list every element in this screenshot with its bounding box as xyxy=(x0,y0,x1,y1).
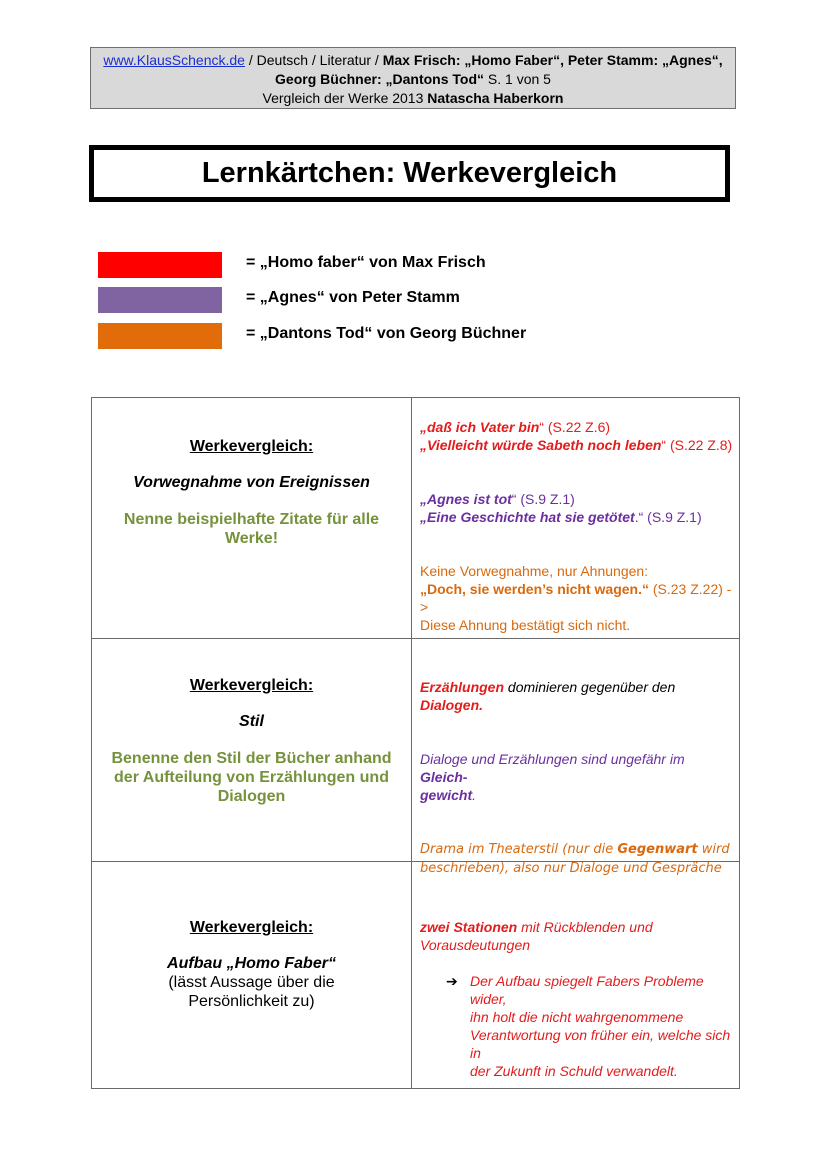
card-note-line: Persönlichkeit zu) xyxy=(188,993,315,1010)
card-task-line: Dialogen xyxy=(217,788,286,805)
card-3-question xyxy=(92,919,411,1011)
document-header xyxy=(90,47,736,109)
quote-ref: .“ (S.9 Z.1) xyxy=(634,509,702,525)
quote-ref: “ (S.9 Z.1) xyxy=(511,491,575,507)
conclusion-line: der Zukunft in Schuld verwandelt. xyxy=(470,1063,678,1079)
quote-text: „Agnes ist tot xyxy=(420,491,512,507)
answer-conclusion xyxy=(420,972,735,1080)
style-text: dominieren gegenüber den xyxy=(504,679,676,695)
answer-structure xyxy=(420,918,735,936)
quote-ref: “ (S.22 Z.8) xyxy=(661,437,733,453)
style-text: . xyxy=(472,787,477,803)
answer-agnes-style xyxy=(420,750,735,804)
legend-swatch-red xyxy=(98,252,222,278)
style-text: wird xyxy=(697,842,730,857)
conclusion-line: Verantwortung von früher ein, welche sich in xyxy=(470,1027,731,1061)
header-path: / Deutsch / Literatur / xyxy=(244,52,383,68)
style-text: Dialoge und Erzählungen sind ungefähr im xyxy=(420,751,685,767)
structure-keyword: zwei Stationen xyxy=(420,919,518,935)
card-task-line: Nenne beispielhafte Zitate für alle xyxy=(123,511,380,528)
answer-dantons-tod-style xyxy=(420,840,735,878)
answer-dantons-tod-quote xyxy=(420,580,735,616)
card-subject: Vorwegnahme von Ereignissen xyxy=(133,474,370,491)
card-subject: Aufbau „Homo Faber“ xyxy=(167,955,336,972)
answer-agnes-quote-2 xyxy=(420,508,735,526)
conclusion-line: Der Aufbau spiegelt Fabers Probleme wider, xyxy=(470,973,704,1007)
answer-structure-cont: Vorausdeutungen xyxy=(420,937,531,953)
header-author: Natascha Haberkorn xyxy=(427,90,564,106)
legend-swatch-purple xyxy=(98,287,222,313)
legend-label: = „Dantons Tod“ von Georg Büchner xyxy=(246,325,527,342)
card-2-question xyxy=(92,677,411,806)
quote-text: „Eine Geschichte hat sie getötet xyxy=(420,509,635,525)
card-task-line: Werke! xyxy=(224,530,279,547)
legend-item-dantons-tod xyxy=(98,323,598,349)
legend-item-agnes xyxy=(98,287,598,313)
structure-text: mit Rückblenden und xyxy=(517,919,653,935)
header-works-2: Georg Büchner: „Dantons Tod“ xyxy=(275,71,485,87)
legend-item-homo-faber xyxy=(98,252,598,278)
conclusion-line: ihn holt die nicht wahrgenommene xyxy=(470,1009,684,1025)
style-keyword: Dialogen. xyxy=(420,697,484,713)
row-divider xyxy=(92,638,739,639)
page-title xyxy=(89,145,730,202)
card-heading: Werkevergleich: xyxy=(189,677,314,694)
legend-label: = „Homo faber“ von Max Frisch xyxy=(246,254,486,271)
answer-homo-faber-style xyxy=(420,678,735,714)
answer-dantons-tod-conclusion: Diese Ahnung bestätigt sich nicht. xyxy=(420,617,631,633)
arrow-right-icon: ➔ xyxy=(446,973,458,989)
flashcard-table xyxy=(91,397,740,1089)
card-note-line: (lässt Aussage über die xyxy=(168,974,335,991)
legend-label: = „Agnes“ von Peter Stamm xyxy=(246,289,460,306)
card-task-line: Benenne den Stil der Bücher anhand xyxy=(111,750,392,767)
style-keyword: Gegenwart xyxy=(617,842,698,857)
header-comparison: Vergleich der Werke 2013 xyxy=(262,90,428,106)
answer-homo-faber-quote-1 xyxy=(420,418,735,436)
card-2-answer xyxy=(420,678,735,878)
card-3-answer xyxy=(420,918,735,1080)
card-subject: Stil xyxy=(239,713,264,730)
style-keyword: gewicht xyxy=(420,787,473,803)
page-title-text: Lernkärtchen: Werkevergleich xyxy=(201,157,618,189)
style-keyword: Gleich- xyxy=(420,769,468,785)
card-heading: Werkevergleich: xyxy=(189,438,314,455)
quote-ref: “ (S.22 Z.6) xyxy=(539,419,611,435)
quote-text: „Doch, sie werden’s nicht wagen.“ xyxy=(420,581,649,597)
style-text: Drama im Theaterstil (nur die xyxy=(420,842,618,857)
answer-agnes-quote-1 xyxy=(420,490,735,508)
legend-swatch-orange xyxy=(98,323,222,349)
card-task-line: der Aufteilung von Erzählungen und xyxy=(114,769,389,786)
card-1-answer xyxy=(420,418,735,634)
header-line-1 xyxy=(91,51,735,70)
answer-dantons-tod-intro: Keine Vorwegnahme, nur Ahnungen: xyxy=(420,563,649,579)
header-works-1: Max Frisch: „Homo Faber“, Peter Stamm: „Agnes“, xyxy=(382,52,723,68)
site-link[interactable]: www.KlausSchenck.de xyxy=(103,52,245,68)
answer-homo-faber-quote-2 xyxy=(420,436,735,454)
card-1-question xyxy=(92,438,411,548)
card-heading: Werkevergleich: xyxy=(189,919,314,936)
quote-ref: (S.23 Z.22) -> xyxy=(420,581,732,615)
style-text: beschrieben), also nur Dialoge und Gespräche xyxy=(420,861,722,876)
header-line-3 xyxy=(91,89,735,108)
header-line-2 xyxy=(91,70,735,89)
quote-text: „daß ich Vater bin xyxy=(420,419,540,435)
quote-text: „Vielleicht würde Sabeth noch leben xyxy=(420,437,662,453)
style-keyword: Erzählungen xyxy=(420,679,505,695)
header-page: S. 1 von 5 xyxy=(484,71,551,87)
column-divider xyxy=(411,398,412,1088)
